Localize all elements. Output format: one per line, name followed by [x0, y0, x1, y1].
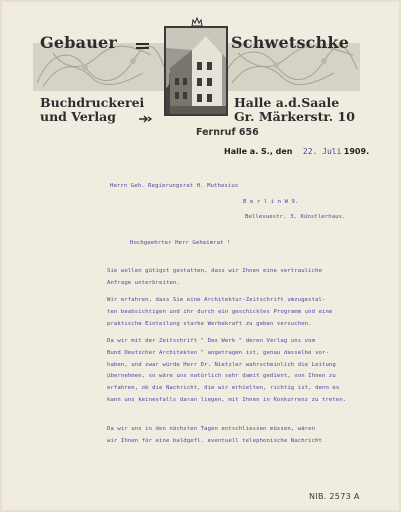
body-paragraph-3 [107, 336, 346, 407]
body-line: Anfrage unterbreiten. [107, 279, 180, 286]
double-dash-ornament [136, 43, 149, 49]
recipient-name: Herrn Geh. Regierungsrat H. Muthesius [110, 183, 239, 189]
firm-name-left: Gebauer [40, 33, 118, 52]
firm-address [234, 96, 355, 124]
division-line-2: und Verlag [40, 109, 116, 124]
body-line: ten beabsichtigen und ihr durch ein geschicktes Programm und eine [107, 308, 333, 315]
body-line: Bund Deutscher Architekten " angetragen ist, genau dasselbe vor- [107, 349, 329, 356]
dateline [224, 147, 369, 156]
dateline-year: 1909. [343, 147, 370, 156]
recipient-street: Bellevuestr. 3, Künstlerhaus. [245, 214, 346, 220]
body-line: übernehmen, so wäre uns natürlich sehr damit gedient, von Ihnen zu [107, 373, 336, 380]
body-line: Da wir uns in den nächsten Tagen entschliessen müssen, wären [107, 426, 316, 432]
firm-division [40, 96, 144, 124]
body-line: Sie wollen gütigst gestatten, dass wir Ihnen eine vertrauliche [107, 268, 322, 274]
firm-phone: Fernruf 656 [196, 127, 259, 138]
recipient-city: B e r l i n W 9. [243, 199, 299, 205]
body-line: kann uns keinesfalls daran liegen, mit Ihnen in Konkurrenz zu treten. [107, 396, 347, 403]
body-line: Wir erfahren, dass Sie eine Architektur-Zeitschrift umzugestal- [107, 297, 326, 303]
building-engraving [164, 26, 228, 116]
body-paragraph-1 [107, 266, 322, 290]
firm-city: Halle a.d.Saale [234, 95, 340, 110]
body-line: haben, und zwar würde Herr Dr. Nietzler wahrscheinlich die Leitung [107, 361, 336, 368]
division-line-1: Buchdruckerei [40, 95, 145, 110]
dateline-typed-date: 22. Juli [302, 147, 342, 156]
body-paragraph-2 [107, 295, 332, 330]
archive-number-stamp: NIB. 2573 A [309, 492, 360, 501]
body-line: wir Ihnen für eine baldgefl. eventuell telephonische Nachricht [107, 437, 322, 444]
body-line: Da wir mit der Zeitschrift " Das Werk " deren Verlag uns vom [107, 338, 316, 344]
salutation: Hochgeehrter Herr Geheimrat ! [130, 240, 231, 246]
firm-name-right: Schwetschke [231, 33, 350, 52]
dateline-place: Halle a. S., den [224, 147, 293, 156]
body-line: erfahren, ob die Nachricht, die wir erhielten, richtig ist, denn es [107, 385, 340, 392]
body-paragraph-4 [107, 424, 322, 448]
arrow-ornament-icon [138, 115, 152, 123]
body-line: praktische Einteilung starke Werbekraft zu geben versuchen. [107, 320, 312, 327]
firm-street: Gr. Märkerstr. 10 [234, 109, 355, 124]
